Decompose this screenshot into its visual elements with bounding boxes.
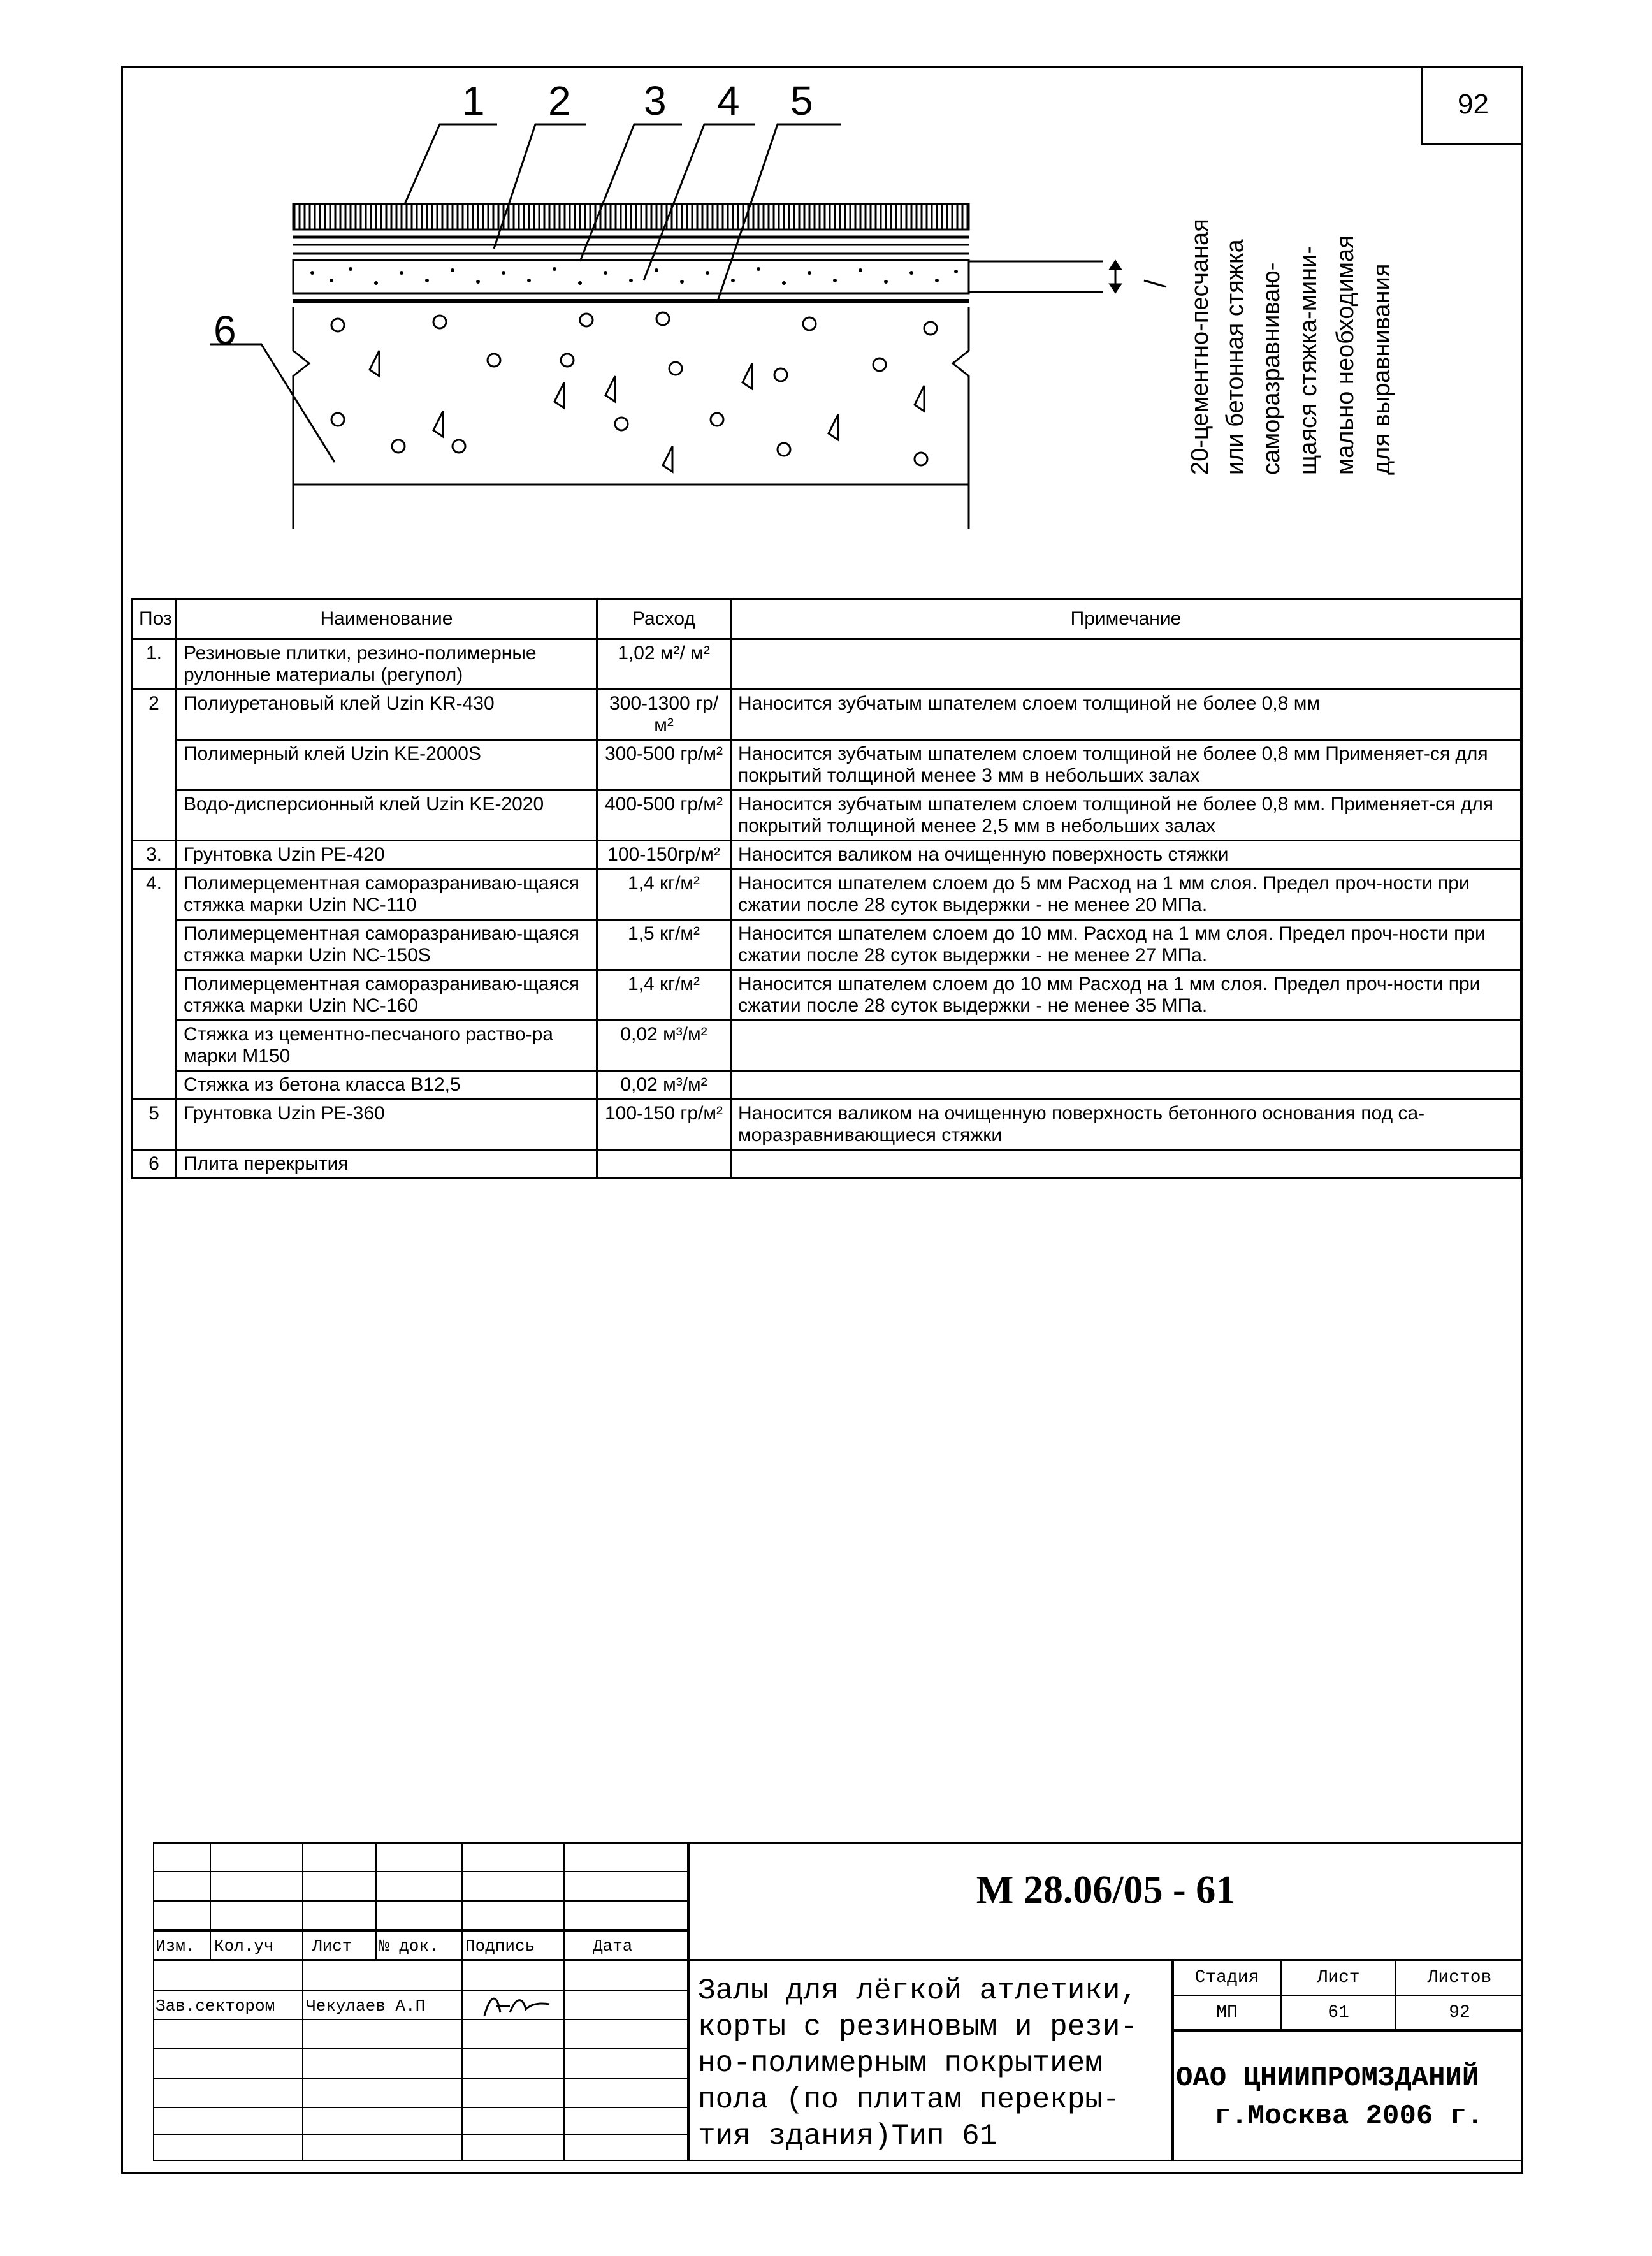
callout-4: 4 [717,78,740,124]
cell-name: Полимерный клей Uzin KE-2000S [177,740,597,790]
role-label: Зав.сектором [156,1997,275,2016]
title-line-1: Залы для лёгкой атлетики, [698,1974,1138,2007]
table-row [132,690,1521,740]
callout-6: 6 [214,307,236,353]
cell-name: Полимерцементная саморазраниваю-щаяся стяжка марки Uzin NC-150S [177,920,597,970]
table-row [132,1150,1521,1179]
signature-mark [478,1990,554,2019]
cell-note: Наносится шпателем слоем до 10 мм. Расход на 1 мм слоя. Предел проч-ности при сжатии после 28 суток выдержки - не менее 27 МПа. [731,920,1521,970]
cell-note [731,639,1521,690]
table-row [132,639,1521,690]
sheet-number: 92 [1421,66,1523,145]
cell-consumption [597,1150,731,1179]
cell-note: Наносится зубчатым шпателем слоем толщиной не более 0,8 мм. Применяет-ся для покрытий толщиной менее 2,5 мм в небольших залах [731,790,1521,841]
table-row [132,1100,1521,1150]
cell-consumption: 300-1300 гр/м² [597,690,731,740]
cell-name: Грунтовка Uzin PE-420 [177,841,597,870]
cell-consumption: 0,02 м³/м² [597,1071,731,1100]
cell-consumption: 1,5 кг/м² [597,920,731,970]
cell-name: Полимерцементная саморазраниваю-щаяся стяжка марки Uzin NC-110 [177,870,597,920]
cell-pos: 6 [132,1150,177,1179]
cell-pos: 2 [132,690,177,841]
callout-5: 5 [790,78,813,124]
sheet-label: Лист [1317,1968,1360,1988]
doc-code: М 28.06/05 - 61 [976,1868,1236,1912]
cell-name: Плита перекрытия [177,1150,597,1179]
title-line-5: тия здания)Тип 61 [698,2120,997,2153]
table-row [132,920,1521,970]
callout-2: 2 [548,78,571,124]
cell-name: Полиуретановый клей Uzin KR-430 [177,690,597,740]
cell-consumption: 1,4 кг/м² [597,870,731,920]
cell-name: Стяжка из бетона класса В12,5 [177,1071,597,1100]
col-list: Лист [312,1937,352,1956]
cell-note [731,1071,1521,1100]
col-podpis: Подпись [465,1937,535,1956]
cell-name: Резиновые плитки, резино-полимерные рулонные материалы (регупол) [177,639,597,690]
city-year: г.Москва 2006 г. [1214,2100,1484,2132]
sheets-label: Листов [1427,1968,1492,1988]
header-name: Наименование [177,599,597,639]
cell-note [731,1150,1521,1179]
side-note-line-2: или бетонная стяжка [1222,239,1249,475]
cell-note: Наносится зубчатым шпателем слоем толщиной не более 0,8 мм [731,690,1521,740]
side-note-line-3: саморазравниваю- [1258,262,1285,475]
title-line-3: но-полимерным покрытием [698,2047,1103,2080]
side-note [1182,127,1424,484]
drawing-title [698,1973,1138,2155]
screed-dots [310,267,958,285]
table-header-row [132,599,1521,639]
concrete-aggregate [331,312,937,472]
table-row [132,740,1521,790]
col-data: Дата [593,1937,633,1956]
cell-pos: 4. [132,870,177,1100]
side-note-line-4: щаяся стяжка-мини- [1295,246,1322,475]
table-row [132,841,1521,870]
cell-consumption: 100-150гр/м² [597,841,731,870]
title-block [153,1842,1523,2161]
cell-note: Наносится валиком на очищенную поверхность стяжки [731,841,1521,870]
title-line-2: корты с резиновым и рези- [698,2011,1138,2044]
table-row [132,790,1521,841]
cell-note: Наносится шпателем слоем до 5 мм Расход на 1 мм слоя. Предел проч-ности при сжатии после 28 суток выдержки - не менее 20 МПа. [731,870,1521,920]
materials-table [131,598,1522,1179]
cell-consumption: 1,02 м²/ м² [597,639,731,690]
header-pos: Поз [132,599,177,639]
cell-note: Наносится зубчатым шпателем слоем толщиной не более 0,8 мм Применяет-ся для покрытий толщиной менее 3 мм в небольших залах [731,740,1521,790]
cell-note [731,1021,1521,1071]
cell-name: Грунтовка Uzin PE-360 [177,1100,597,1150]
cell-name: Полимерцементная саморазраниваю-щаяся стяжка марки Uzin NC-160 [177,970,597,1021]
callout-3: 3 [644,78,667,124]
cell-note: Наносится шпателем слоем до 10 мм Расход на 1 мм слоя. Предел проч-ности при сжатии после 28 суток выдержки - не менее 35 МПа. [731,970,1521,1021]
col-ndok: № док. [379,1937,439,1956]
col-izm: Изм. [156,1937,196,1956]
organization: ОАО ЦНИИПРОМЗДАНИЙ [1176,2062,1479,2094]
cell-consumption: 300-500 гр/м² [597,740,731,790]
cell-pos: 1. [132,639,177,690]
sheet-value: 61 [1328,2003,1349,2023]
side-note-line-5: мально необходимая [1332,235,1359,475]
cell-consumption: 400-500 гр/м² [597,790,731,841]
cell-pos: 3. [132,841,177,870]
side-note-line-1: 20-цементно-песчаная [1187,219,1214,475]
table-row [132,970,1521,1021]
cell-pos: 5 [132,1100,177,1150]
side-note-line-6: для выравнивания [1368,263,1395,475]
cell-note: Наносится валиком на очищенную поверхность бетонного основания под са-моразравнивающиеся стяжки [731,1100,1521,1150]
table-row [132,1071,1521,1100]
cell-name: Стяжка из цементно-песчаного раство-ра марки М150 [177,1021,597,1071]
cell-consumption: 100-150 гр/м² [597,1100,731,1150]
thickness-dimension [969,261,1120,292]
header-consumption: Расход [597,599,731,639]
cell-consumption: 1,4 кг/м² [597,970,731,1021]
col-kol: Кол.уч [214,1937,274,1956]
header-note: Примечание [731,599,1521,639]
table-row [132,870,1521,920]
callout-1: 1 [462,78,485,124]
cell-name: Водо-дисперсионный клей Uzin KE-2020 [177,790,597,841]
table-row [132,1021,1521,1071]
cell-consumption: 0,02 м³/м² [597,1021,731,1071]
person-name: Чекулаев А.П [306,1997,426,2016]
sheets-value: 92 [1449,2003,1470,2023]
stage-value: МП [1216,2003,1238,2023]
title-line-4: пола (по плитам перекры- [698,2083,1120,2116]
stage-label: Стадия [1194,1968,1259,1988]
floor-section-diagram [159,70,1211,542]
